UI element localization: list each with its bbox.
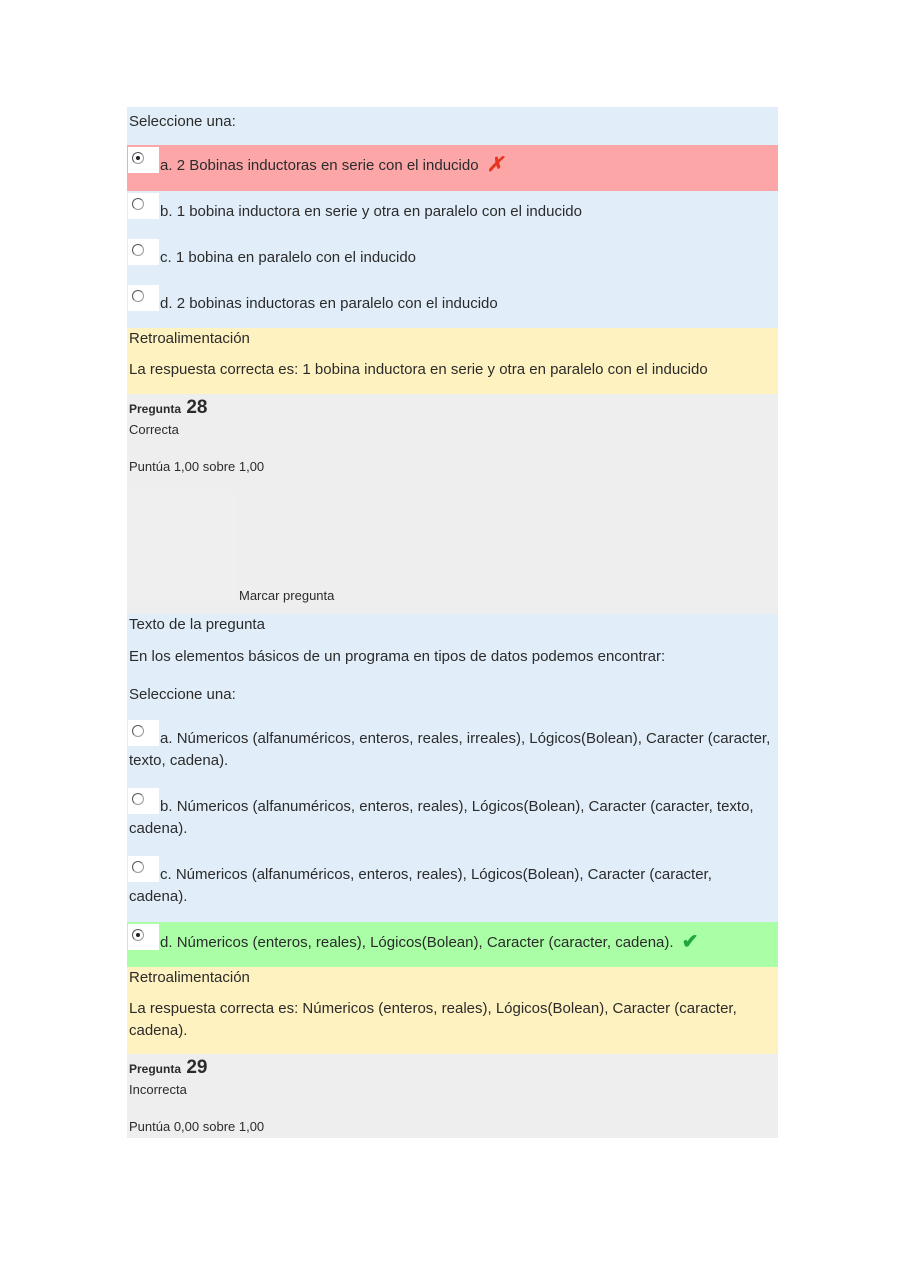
radio-unselected[interactable] <box>128 193 159 219</box>
option-text: Númericos (alfanuméricos, enteros, reales), Lógicos(Bolean), Caracter (caracter, cadena). <box>129 866 712 905</box>
option-d[interactable] <box>127 922 778 967</box>
option-d[interactable] <box>127 283 778 328</box>
cross-icon: ✗ <box>486 154 504 176</box>
question-number <box>129 397 778 421</box>
option-text: Númericos (enteros, reales), Lógicos(Bolean), Caracter (caracter, cadena). <box>176 934 674 951</box>
feedback-text: La respuesta correcta es: 1 bobina inductora en serie y otra en paralelo con el inducido <box>129 361 708 378</box>
question-info <box>127 394 778 487</box>
feedback-title: Retroalimentación <box>129 969 250 986</box>
select-one-text: Seleccione una: <box>129 113 236 130</box>
radio-unselected[interactable] <box>128 856 159 882</box>
option-text: 2 Bobinas inductoras en serie con el inducido <box>176 157 479 174</box>
feedback-panel <box>127 328 778 394</box>
feedback-text: La respuesta correcta es: Númericos (enteros, reales), Lógicos(Bolean), Caracter (caracter, cadena). <box>129 1000 737 1039</box>
flag-question-link[interactable]: Marcar pregunta <box>239 588 335 603</box>
question-label: Pregunta <box>129 1062 182 1076</box>
select-one-text: Seleccione una: <box>129 686 236 703</box>
option-letter: b. <box>160 798 173 815</box>
question-number-value: 28 <box>186 397 208 418</box>
radio-selected[interactable] <box>128 924 159 950</box>
option-letter: a. <box>160 730 173 747</box>
flag-icon-placeholder <box>130 490 237 600</box>
option-b[interactable] <box>127 786 778 854</box>
question-text <box>127 642 778 680</box>
option-letter: c. <box>160 866 172 883</box>
option-text: Númericos (alfanuméricos, enteros, reales, irreales), Lógicos(Bolean), Caracter (caracter, texto, cadena). <box>129 730 771 769</box>
option-letter: c. <box>160 249 172 266</box>
question-number-value: 29 <box>186 1057 208 1078</box>
check-icon: ✔ <box>681 931 699 953</box>
question-number <box>129 1057 778 1081</box>
option-c[interactable] <box>127 854 778 922</box>
question-state: Correcta <box>129 422 179 437</box>
option-b[interactable] <box>127 191 778 237</box>
option-letter: d. <box>160 934 173 951</box>
question-text-title-label: Texto de la pregunta <box>129 616 265 633</box>
option-letter: b. <box>160 203 173 220</box>
option-text: 1 bobina inductora en serie y otra en paralelo con el inducido <box>176 203 582 220</box>
question-grade: Puntúa 0,00 sobre 1,00 <box>129 1119 265 1134</box>
question-info <box>127 1054 778 1138</box>
radio-selected[interactable] <box>128 147 159 173</box>
option-text: 2 bobinas inductoras en paralelo con el inducido <box>176 295 498 312</box>
quiz-review <box>127 107 778 1138</box>
question-label: Pregunta <box>129 402 182 416</box>
option-c[interactable] <box>127 237 778 283</box>
option-text: Númericos (alfanuméricos, enteros, reales), Lógicos(Bolean), Caracter (caracter, texto, cadena). <box>129 798 754 837</box>
question-grade: Puntúa 1,00 sobre 1,00 <box>129 459 265 474</box>
flag-question-area <box>127 487 778 614</box>
option-a[interactable] <box>127 718 778 786</box>
option-letter: a. <box>160 157 173 174</box>
option-a[interactable] <box>127 145 778 191</box>
feedback-panel <box>127 967 778 1054</box>
feedback-title: Retroalimentación <box>129 330 250 347</box>
radio-unselected[interactable] <box>128 720 159 746</box>
option-letter: d. <box>160 295 173 312</box>
question-state: Incorrecta <box>129 1082 187 1097</box>
radio-unselected[interactable] <box>128 239 159 265</box>
radio-unselected[interactable] <box>128 788 159 814</box>
select-one-label <box>127 680 778 718</box>
question-text-content: En los elementos básicos de un programa en tipos de datos podemos encontrar: <box>129 648 666 665</box>
radio-unselected[interactable] <box>128 285 159 311</box>
question-text-title <box>127 614 778 642</box>
option-text: 1 bobina en paralelo con el inducido <box>175 249 417 266</box>
select-one-label <box>127 107 778 145</box>
